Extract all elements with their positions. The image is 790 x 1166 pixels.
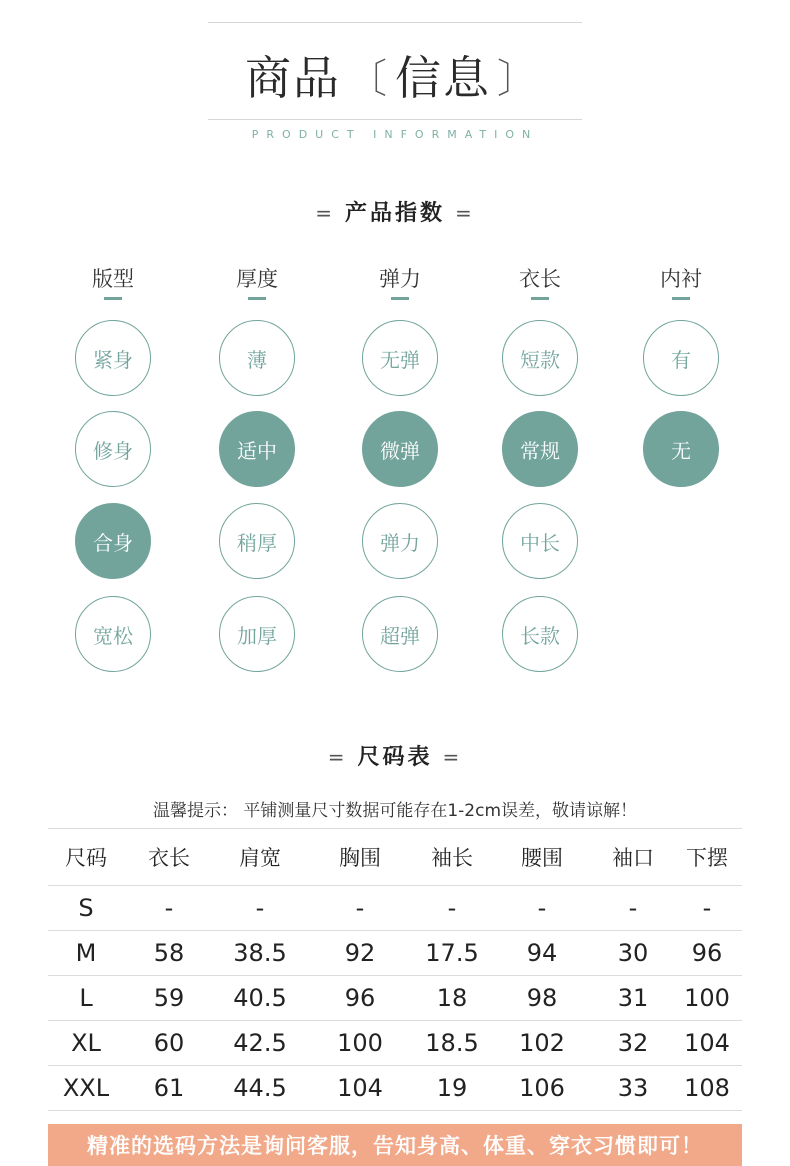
size-value-cell: 98: [490, 976, 594, 1021]
measurement-tip: 温馨提示： 平铺测量尺寸数据可能存在1-2cm误差，敬请谅解！: [152, 801, 638, 821]
page-title: [208, 40, 582, 110]
size-value-cell: 96: [672, 931, 742, 976]
size-value-cell: 60: [124, 1021, 214, 1066]
heading-eq-left: =: [327, 745, 348, 769]
index-option: 薄: [219, 320, 295, 396]
index-option-selected: 常规: [502, 411, 578, 487]
index-option: 稍厚: [219, 503, 295, 579]
index-option: 紧身: [75, 320, 151, 396]
title-left: 商品: [245, 51, 341, 105]
size-value-cell: 42.5: [214, 1021, 306, 1066]
index-option: 短款: [502, 320, 578, 396]
size-value-cell: 106: [490, 1066, 594, 1111]
size-value-cell: -: [124, 886, 214, 931]
size-value-cell: 40.5: [214, 976, 306, 1021]
size-value-cell: -: [306, 886, 414, 931]
index-option: 有: [643, 320, 719, 396]
header-top-divider: [208, 22, 582, 23]
title-bracket-close: 〕: [497, 55, 539, 102]
size-value-cell: 17.5: [414, 931, 490, 976]
index-option-selected: 合身: [75, 503, 151, 579]
size-table-row: [48, 931, 742, 976]
index-option: 宽松: [75, 596, 151, 672]
size-value-cell: 18.5: [414, 1021, 490, 1066]
size-value-cell: -: [672, 886, 742, 931]
index-column-underline: [391, 297, 409, 300]
heading-eq-right: =: [442, 745, 463, 769]
size-value-cell: 19: [414, 1066, 490, 1111]
size-value-cell: -: [214, 886, 306, 931]
size-value-cell: 92: [306, 931, 414, 976]
size-value-cell: 38.5: [214, 931, 306, 976]
size-label-cell: S: [48, 886, 124, 931]
index-option: 长款: [502, 596, 578, 672]
size-value-cell: 31: [594, 976, 672, 1021]
index-section-heading: [0, 196, 790, 227]
page-subtitle: PRODUCT INFORMATION: [251, 128, 539, 141]
size-value-cell: 58: [124, 931, 214, 976]
index-column-title: 内衬: [660, 267, 702, 291]
size-value-cell: 104: [306, 1066, 414, 1111]
size-table-header-cell: 腰围: [490, 829, 594, 886]
header-bottom-divider: [208, 119, 582, 120]
index-option-selected: 微弹: [362, 411, 438, 487]
size-value-cell: 100: [306, 1021, 414, 1066]
size-section-heading: [0, 740, 790, 771]
index-column-title: 厚度: [236, 267, 278, 291]
index-column-underline: [248, 297, 266, 300]
sizing-advice-banner: 精准的选码方法是询问客服，告知身高、体重、穿衣习惯即可！: [48, 1124, 742, 1166]
size-value-cell: 59: [124, 976, 214, 1021]
size-value-cell: -: [414, 886, 490, 931]
index-option: 弹力: [362, 503, 438, 579]
size-value-cell: 32: [594, 1021, 672, 1066]
size-table-header-cell: 尺码: [48, 829, 124, 886]
size-table-header-cell: 衣长: [124, 829, 214, 886]
index-option-selected: 适中: [219, 411, 295, 487]
size-value-cell: 108: [672, 1066, 742, 1111]
size-table-row: [48, 1066, 742, 1111]
size-value-cell: -: [490, 886, 594, 931]
size-value-cell: 100: [672, 976, 742, 1021]
size-table-header-row: [48, 829, 742, 886]
size-value-cell: 102: [490, 1021, 594, 1066]
size-value-cell: 44.5: [214, 1066, 306, 1111]
size-table-header-cell: 袖长: [414, 829, 490, 886]
size-value-cell: 61: [124, 1066, 214, 1111]
index-option: 中长: [502, 503, 578, 579]
index-column-title: 版型: [92, 267, 134, 291]
size-value-cell: 33: [594, 1066, 672, 1111]
heading-eq-right: =: [455, 201, 475, 225]
index-column-underline: [531, 297, 549, 300]
size-value-cell: 94: [490, 931, 594, 976]
index-column-underline: [104, 297, 122, 300]
size-table-header-cell: 胸围: [306, 829, 414, 886]
size-label-cell: M: [48, 931, 124, 976]
index-column-title: 衣长: [519, 267, 561, 291]
size-value-cell: 18: [414, 976, 490, 1021]
size-table-row: [48, 1021, 742, 1066]
index-option: 修身: [75, 411, 151, 487]
title-bracket-open: 〔: [347, 55, 389, 102]
heading-eq-left: =: [315, 201, 335, 225]
index-column-title: 弹力: [379, 267, 421, 291]
index-option: 超弹: [362, 596, 438, 672]
size-table-header-cell: 下摆: [672, 829, 742, 886]
size-table-header-cell: 肩宽: [214, 829, 306, 886]
index-section-title: 产品指数: [344, 201, 445, 226]
index-option-selected: 无: [643, 411, 719, 487]
size-value-cell: 30: [594, 931, 672, 976]
size-value-cell: 96: [306, 976, 414, 1021]
size-value-cell: -: [594, 886, 672, 931]
index-column-underline: [672, 297, 690, 300]
size-table-row: [48, 886, 742, 931]
size-table-row: [48, 976, 742, 1021]
size-section-title: 尺码表: [357, 745, 433, 770]
size-table: [48, 828, 742, 1111]
size-value-cell: 104: [672, 1021, 742, 1066]
index-option: 加厚: [219, 596, 295, 672]
title-right: 信息: [395, 51, 491, 105]
size-label-cell: XXL: [48, 1066, 124, 1111]
index-option: 无弹: [362, 320, 438, 396]
size-label-cell: L: [48, 976, 124, 1021]
size-label-cell: XL: [48, 1021, 124, 1066]
size-table-header-cell: 袖口: [594, 829, 672, 886]
